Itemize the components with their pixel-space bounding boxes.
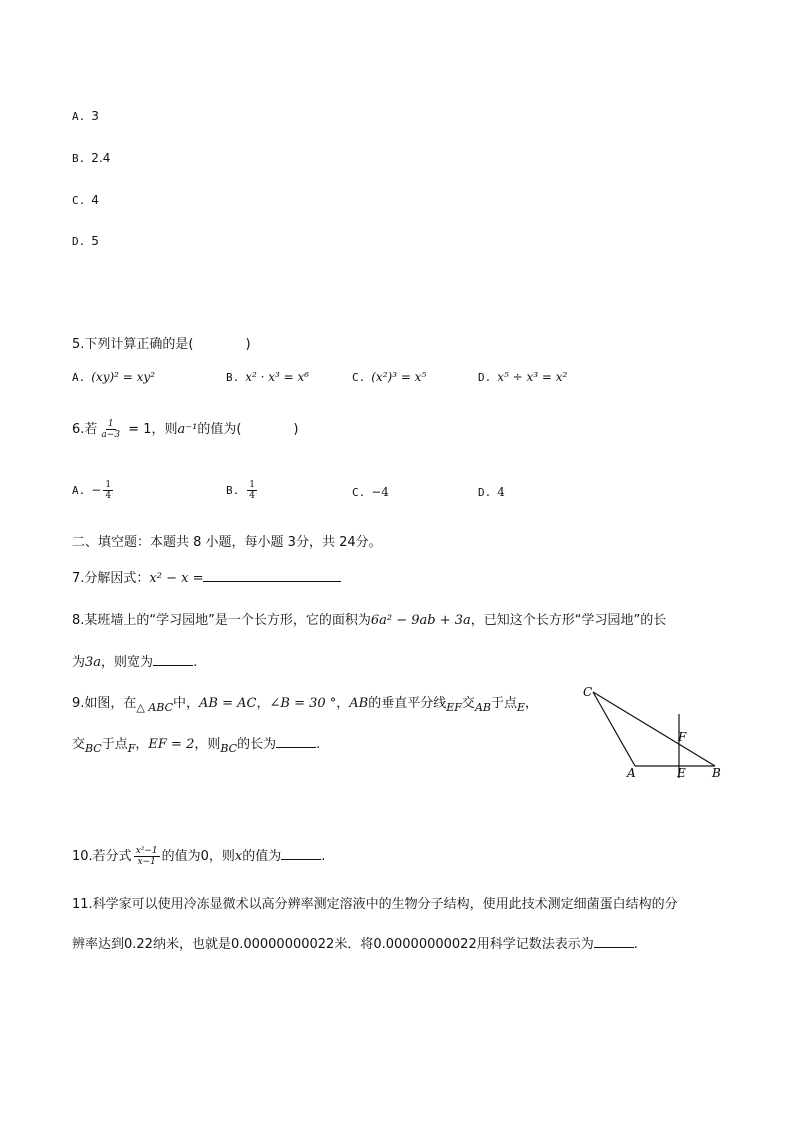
q8-line2: [72, 651, 197, 670]
q8-length-expr: 3a: [85, 655, 102, 670]
option-text: 3: [91, 109, 99, 123]
q6-suffix: 的值为( ): [197, 422, 299, 437]
q6-fraction: [99, 419, 122, 440]
q4-option-b: [72, 151, 110, 165]
answer-blank: [153, 653, 193, 666]
q5-option-a: [72, 370, 155, 384]
option-letter: D.: [478, 486, 492, 499]
option-math: (xy)² = xy²: [91, 370, 156, 384]
q9-text: 交: [461, 696, 475, 711]
q9-math: F: [127, 742, 136, 755]
q9-math: EF = 2: [148, 737, 195, 752]
q9-text: 于点: [490, 696, 517, 711]
q8-text: 为: [72, 655, 86, 670]
q10-text: 的值为: [242, 849, 282, 864]
q9-math: EF: [446, 701, 462, 714]
segment-cb: [593, 692, 715, 766]
option-math: (x²)³ = x⁵: [371, 370, 427, 384]
fraction-denominator: 4: [249, 491, 255, 501]
q7-math: x² − x =: [149, 571, 204, 586]
q11-end: .: [633, 937, 638, 952]
q9-text: 的长为: [237, 737, 277, 752]
q9-text: ，: [135, 737, 149, 752]
fraction-denominator: a−3: [101, 430, 121, 440]
option-letter: D.: [478, 371, 492, 384]
answer-blank: [203, 569, 341, 582]
option-text: −4: [371, 485, 389, 499]
label-a: A: [627, 766, 636, 780]
fraction-denominator: x−1: [137, 857, 156, 867]
q6-eq: = 1，则: [124, 422, 178, 437]
q9-math: E: [516, 701, 526, 714]
q9-math: BC: [220, 742, 238, 755]
q10-text: 10.若分式: [72, 849, 132, 864]
q8-line1: [72, 609, 666, 628]
q9-line1: [72, 692, 539, 714]
q4-option-c: [72, 193, 99, 207]
answer-blank: [594, 935, 634, 948]
q5-stem: 5.下列计算正确的是( ): [72, 337, 251, 352]
answer-blank: [276, 735, 316, 748]
q4-option-a: [72, 109, 99, 123]
option-letter: A.: [72, 110, 86, 123]
option-text: 4: [91, 193, 99, 207]
label-b: B: [712, 766, 721, 780]
q9-text: 交: [72, 737, 86, 752]
option-letter: C.: [72, 194, 86, 207]
option-text: 2.4: [91, 151, 111, 165]
q9-text: ，则: [194, 737, 221, 752]
option-math: x⁵ ÷ x³ = x²: [497, 370, 568, 384]
answer-blank: [281, 847, 321, 860]
q10-text: 的值为0，则: [161, 849, 235, 864]
option-letter: C.: [352, 486, 366, 499]
option-math: x² · x³ = x⁶: [245, 370, 310, 384]
q10-end: .: [321, 849, 326, 864]
q10-var: x: [234, 849, 243, 864]
q9-text: 于点: [101, 737, 128, 752]
q9-text: ，: [256, 696, 270, 711]
fraction-numerator: 1: [105, 480, 112, 490]
label-c: C: [583, 685, 593, 699]
fraction-numerator: 1: [249, 480, 255, 490]
q8-text: ，已知这个长方形“学习园地”的长: [470, 613, 667, 628]
q9-math: AB: [349, 696, 369, 711]
segment-ca: [593, 692, 635, 766]
q8-end: .: [193, 655, 198, 670]
option-text: 4: [497, 485, 505, 499]
option-letter: C.: [352, 371, 366, 384]
q9-math: ∠B = 30 °: [269, 696, 337, 711]
q10-fraction: [134, 846, 160, 867]
q8-area-expr: 6a² − 9ab + 3a: [370, 613, 471, 628]
q9-text: 9.如图，在: [72, 696, 137, 711]
label-f: F: [678, 730, 687, 744]
q7-label: 7.分解因式：: [72, 571, 150, 586]
q6-prefix: 6.若: [72, 422, 98, 437]
fraction-numerator: x²−1: [135, 846, 158, 856]
q6-option-a: [72, 480, 115, 501]
fraction-numerator: 1: [107, 419, 114, 429]
label-e: E: [677, 766, 686, 780]
q9-triangle: △ ABC: [136, 701, 174, 714]
q6-expr: a⁻¹: [177, 422, 198, 437]
q5-option-b: [226, 370, 309, 384]
q7: [72, 567, 341, 586]
q9-text: ，: [525, 696, 539, 711]
q4-option-d: [72, 234, 99, 248]
option-letter: B.: [72, 152, 86, 165]
triangle-figure: [575, 680, 735, 785]
q6-option-c: [352, 485, 389, 499]
option-letter: B.: [226, 484, 240, 497]
q11-text: 辨率达到0.22纳米，也就是0.00000000022米．将0.00000000022用科学记数法表示为: [72, 937, 594, 952]
q5-option-c: [352, 370, 426, 384]
q9-math: AB: [474, 701, 491, 714]
q11-line2: [72, 933, 638, 952]
q9-end: .: [316, 737, 321, 752]
option-text: 5: [91, 234, 99, 248]
q9-text: 的垂直平分线: [368, 696, 447, 711]
q8-text: ，则宽为: [101, 655, 154, 670]
section-heading: 二、填空题：本题共 8 小题，每小题 3分，共 24分。: [72, 535, 382, 550]
option-letter: A.: [72, 371, 86, 384]
q10: [72, 845, 325, 867]
q5-option-d: [478, 370, 567, 384]
q6-option-b: [226, 480, 259, 501]
option-letter: B.: [226, 371, 240, 384]
q8-text: 8.某班墙上的“学习园地”是一个长方形，它的面积为: [72, 613, 371, 628]
q6-option-d: [478, 485, 505, 499]
fraction-denominator: 4: [105, 491, 112, 501]
q9-math: AB = AC: [199, 696, 257, 711]
option-letter: A.: [72, 484, 86, 497]
q6-stem: [72, 418, 298, 440]
q11-line1: 11.科学家可以使用冷冻显微术以高分辨率测定溶液中的生物分子结构，使用此技术测定细菌蛋白结构的分: [72, 897, 678, 912]
q9-text: ，: [336, 696, 350, 711]
q9-text: 中，: [173, 696, 200, 711]
q9-line2: [72, 733, 321, 755]
option-letter: D.: [72, 235, 86, 248]
q9-math: BC: [85, 742, 102, 755]
option-fraction: [247, 480, 257, 501]
option-fraction: [103, 480, 113, 501]
option-sign: −: [91, 483, 102, 497]
